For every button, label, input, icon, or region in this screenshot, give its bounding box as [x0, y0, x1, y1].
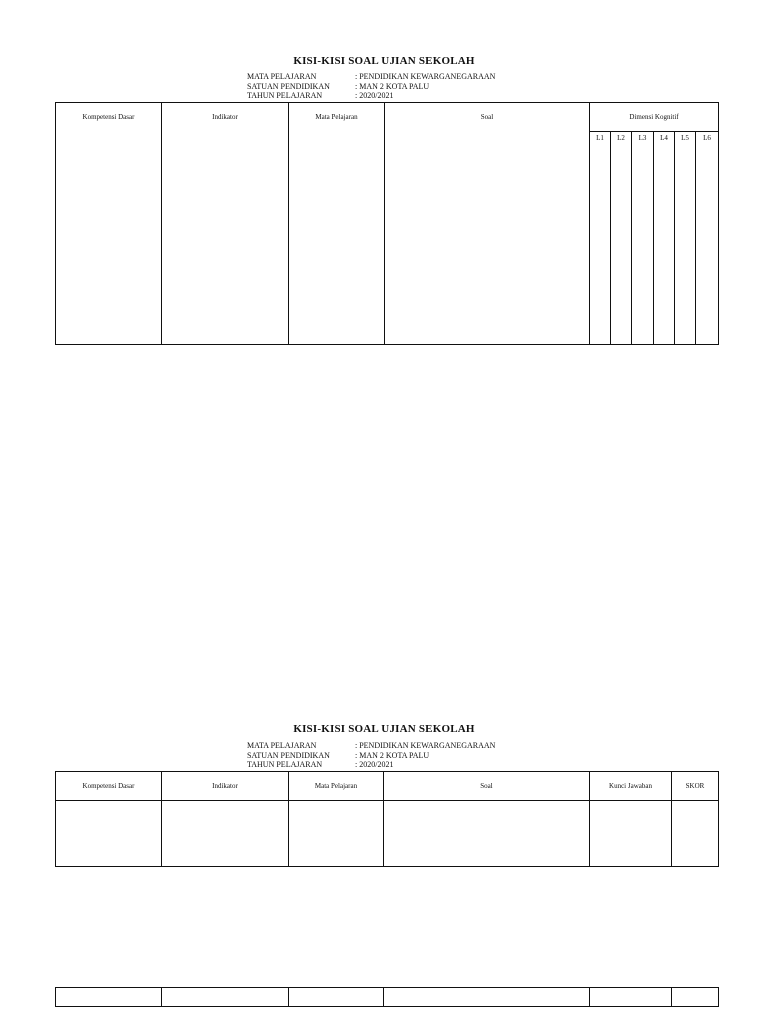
- table-cell: [56, 988, 162, 1007]
- level-header: L6: [696, 132, 719, 345]
- column-header: SKOR: [672, 772, 719, 801]
- column-header: Soal: [385, 103, 590, 345]
- table-header-row: [56, 103, 719, 132]
- meta-row-year: [247, 91, 495, 101]
- meta-label: MATA PELAJARAN: [247, 72, 317, 81]
- table-cell: [590, 988, 672, 1007]
- column-header: Dimensi Kognitif: [590, 103, 719, 132]
- document-meta: [247, 741, 495, 770]
- meta-value: : PENDIDIKAN KEWARGANEGARAAN: [355, 72, 496, 81]
- continuation-table: [55, 987, 719, 1007]
- meta-row-subject: [247, 741, 495, 751]
- column-header: Mata Pelajaran: [289, 103, 385, 345]
- meta-value: : PENDIDIKAN KEWARGANEGARAAN: [355, 741, 496, 750]
- meta-row-year: [247, 760, 495, 770]
- column-header: Indikator: [162, 103, 289, 345]
- table-cell: [672, 988, 719, 1007]
- level-header: L2: [611, 132, 632, 345]
- meta-value: : MAN 2 KOTA PALU: [355, 81, 430, 91]
- meta-row-school: [247, 82, 495, 92]
- column-header: Indikator: [162, 772, 289, 801]
- meta-value: : 2020/2021: [355, 760, 394, 769]
- table-cell: [162, 801, 289, 867]
- column-header: Kunci Jawaban: [590, 772, 672, 801]
- column-header: Soal: [384, 772, 590, 801]
- table-cell: [384, 801, 590, 867]
- meta-row-school: [247, 751, 495, 761]
- meta-label: SATUAN PENDIDIKAN: [247, 750, 330, 760]
- level-header: L5: [675, 132, 696, 345]
- meta-label: TAHUN PELAJARAN: [247, 760, 323, 769]
- table-cell: [384, 988, 590, 1007]
- meta-label: SATUAN PENDIDIKAN: [247, 81, 330, 91]
- meta-row-subject: [247, 72, 495, 82]
- level-header: L3: [632, 132, 654, 345]
- table-cell: [162, 988, 289, 1007]
- table-row: [56, 988, 719, 1007]
- column-header: Mata Pelajaran: [289, 772, 384, 801]
- level-header: L1: [590, 132, 611, 345]
- table-row: [56, 801, 719, 867]
- meta-value: : MAN 2 KOTA PALU: [355, 750, 430, 760]
- level-header: L4: [654, 132, 675, 345]
- meta-label: TAHUN PELAJARAN: [247, 91, 323, 100]
- table-cell: [672, 801, 719, 867]
- page-title: KISI-KISI SOAL UJIAN SEKOLAH: [293, 55, 475, 67]
- column-header: Kompetensi Dasar: [56, 772, 162, 801]
- table-header-row: [56, 772, 719, 801]
- meta-value: : 2020/2021: [355, 91, 394, 100]
- column-header: Kompetensi Dasar: [56, 103, 162, 345]
- table-cell: [590, 801, 672, 867]
- table-cell: [289, 801, 384, 867]
- blueprint-table: [55, 102, 719, 345]
- page-title: KISI-KISI SOAL UJIAN SEKOLAH: [293, 723, 475, 735]
- table-cell: [289, 988, 384, 1007]
- answer-key-table: [55, 771, 719, 867]
- table-cell: [56, 801, 162, 867]
- meta-label: MATA PELAJARAN: [247, 741, 317, 750]
- document-meta: [247, 72, 495, 101]
